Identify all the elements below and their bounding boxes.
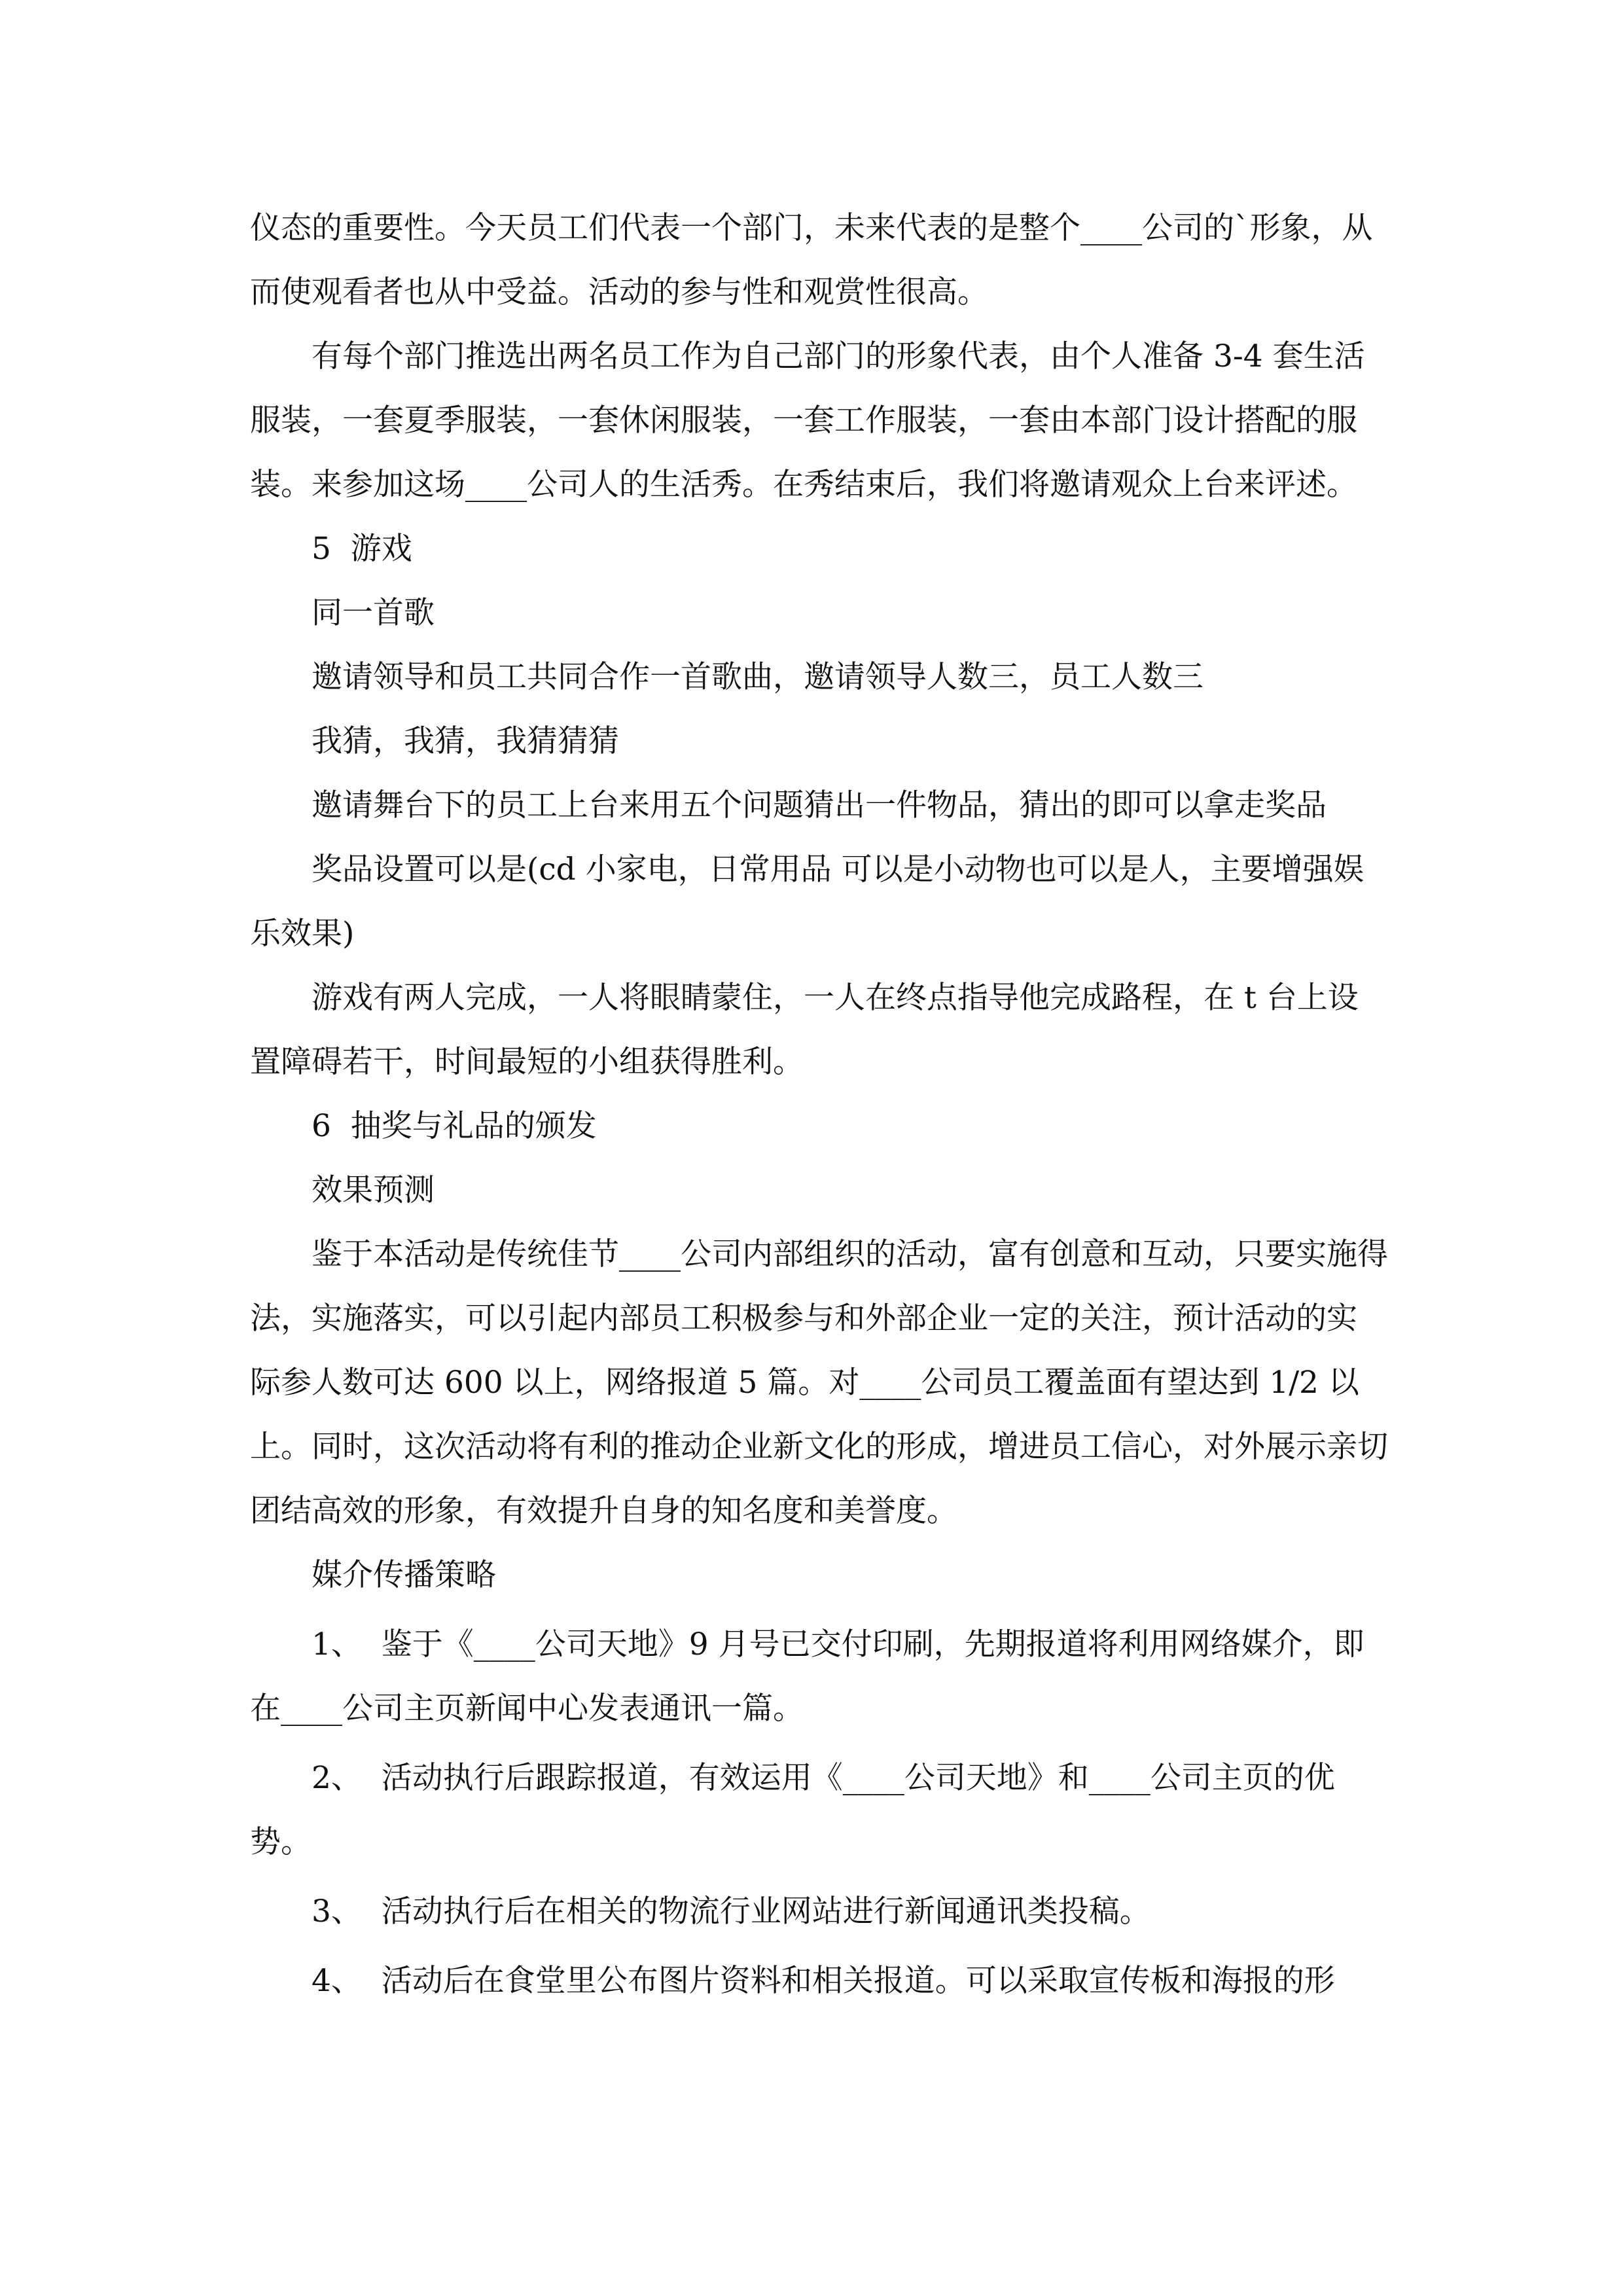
heading-lottery: 6 抽奖与礼品的颁发 bbox=[312, 1108, 597, 1144]
list-item-media-1: 1、 鉴于《____公司天地》9 月号已交付印刷，先期报道将利用网络媒介，即在____公司主页新闻中心发表通讯一篇。 bbox=[250, 1626, 1364, 1727]
heading-effect-forecast: 效果预测 bbox=[312, 1172, 435, 1208]
heading-same-song: 同一首歌 bbox=[312, 595, 435, 631]
list-item-media-4: 4、 活动后在食堂里公布图片资料和相关报道。可以采取宣传板和海报的形 bbox=[312, 1963, 1335, 1999]
heading-media-strategy: 媒介传播策略 bbox=[312, 1557, 496, 1593]
paragraph-representatives: 有每个部门推选出两名员工作为自己部门的形象代表，由个人准备 3-4 套生活服装，一套夏季服装，一套休闲服装，一套工作服装，一套由本部门设计搭配的服装。来参加这场____公司人的生活秀。在秀结束后，我们将邀请观众上台来评述。 bbox=[250, 338, 1365, 503]
paragraph-guess-game: 邀请舞台下的员工上台来用五个问题猜出一件物品，猜出的即可以拿走奖品 bbox=[312, 787, 1327, 823]
paragraph-effect-forecast: 鉴于本活动是传统佳节____公司内部组织的活动，富有创意和互动，只要实施得法，实施落实，可以引起内部员工积极参与和外部企业一定的关注，预计活动的实 际参人数可达 600 以上，网络报道 5 篇。对____公司员工覆盖面有望达到 1/2 以上。同时，这次活动将有利的推动企业新文化的形成，增进员工信心，对外展示亲切 团结高效的形象，有效提升自身的知名度和美誉度。 bbox=[250, 1236, 1408, 1529]
list-item-media-2: 2、 活动执行后跟踪报道，有效运用《____公司天地》和____公司主页的优势。 bbox=[250, 1760, 1335, 1860]
list-item-media-3: 3、 活动执行后在相关的物流行业网站进行新闻通讯类投稿。 bbox=[312, 1893, 1150, 1929]
heading-games: 5 游戏 bbox=[312, 531, 412, 567]
heading-guess-game: 我猜，我猜，我猜猜猜 bbox=[312, 723, 619, 759]
paragraph-blindfold-game: 游戏有两人完成，一人将眼睛蒙住，一人在终点指导他完成路程，在 t 台上设置障碍若干，时间最短的小组获得胜利。 bbox=[250, 980, 1359, 1080]
paragraph-same-song: 邀请领导和员工共同合作一首歌曲，邀请领导人数三，员工人数三 bbox=[312, 659, 1204, 695]
document-body bbox=[250, 196, 1408, 2013]
paragraph-continuation: 仪态的重要性。今天员工们代表一个部门，未来代表的是整个____公司的`形象，从而使观看者也从中受益。活动的参与性和观赏性很高。 bbox=[250, 210, 1373, 310]
paragraph-prizes: 奖品设置可以是(cd 小家电，日常用品 可以是小动物也可以是人，主要增强娱乐效果) bbox=[250, 852, 1364, 952]
